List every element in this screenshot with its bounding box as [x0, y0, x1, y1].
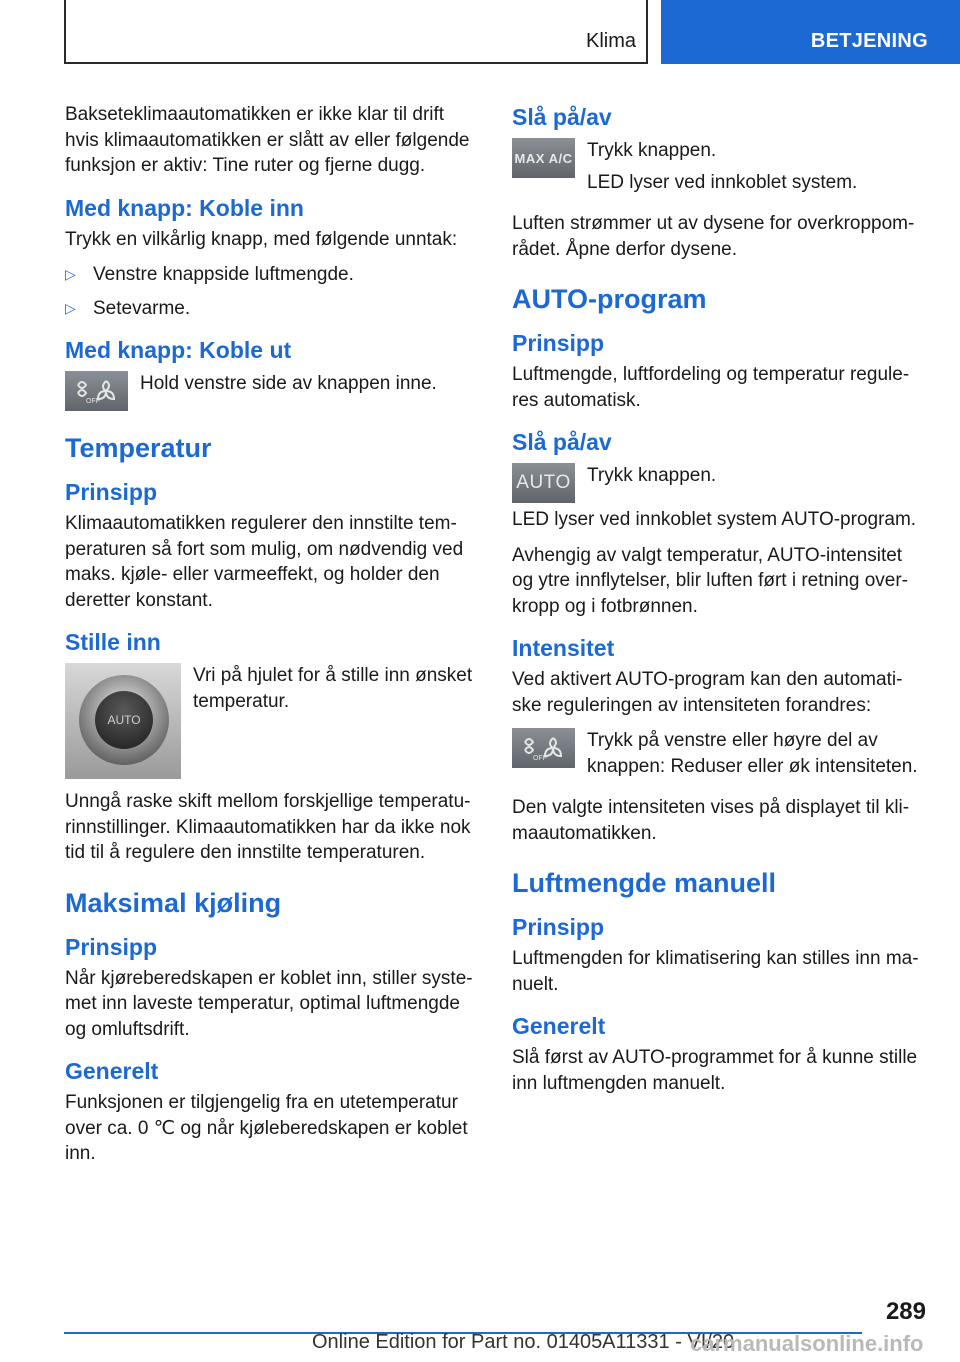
heading-prinsipp: Prinsipp: [65, 933, 158, 960]
edition-text: Online Edition for Part no. 01405A11331 - VI/20: [312, 1331, 735, 1353]
left-column: [65, 102, 475, 1177]
heading-sla-pa-av: Slå på/av: [512, 104, 612, 130]
intensity-button-row: [512, 728, 922, 785]
page-number: 289: [885, 1298, 926, 1325]
prinsipp-text: Luftmengde, luftfordeling og temperatur reguleres automatisk.: [512, 364, 910, 411]
intensitet-button-text: Trykk på venstre eller høyre del av knappen: Reduser eller øk intensiteten.: [587, 730, 918, 777]
stille-inn-text: Vri på hjulet for å stille inn ønsket temperatur.: [193, 665, 473, 712]
koble-ut-text: Hold venstre side av knappen inne.: [140, 373, 437, 394]
auto-label: AUTO: [516, 472, 571, 493]
max-ac-label: MAX A/C: [514, 150, 573, 166]
koble-inn-text: Trykk en vilkårlig knapp, med følgende unntak:: [65, 228, 458, 250]
heading-sla-pa-av: Slå på/av: [512, 429, 612, 455]
valgte-text: Den valgte intensiteten vises på displayet til klimaautomatikken.: [512, 797, 910, 844]
sla-text-2: LED lyser ved innkoblet system.: [587, 171, 858, 193]
auto-button-image: [512, 463, 575, 503]
generelt-text: Funksjonen er tilgjengelig fra en utetemperatur over ca. 0 ℃ og når kjøleberedskapen er koblet inn.: [65, 1092, 468, 1164]
heading-generelt: Generelt: [512, 1013, 606, 1039]
heading-koble-inn: Med knapp: Koble inn: [65, 194, 304, 221]
sla-text-1: Trykk knappen.: [587, 140, 717, 161]
heading-prinsipp: Prinsipp: [512, 914, 605, 940]
intensitet-text: Ved aktivert AUTO-program kan den automatiske reguleringen av intensiteten forandres:: [512, 669, 903, 716]
heading-maksimal-kjoling: Maksimal kjøling: [65, 887, 282, 918]
luften-text: Luften strømmer ut av dysene for overkroppområdet. Åpne derfor dysene.: [512, 213, 915, 260]
heading-prinsipp: Prinsipp: [65, 479, 158, 505]
heading-koble-ut: Med knapp: Koble ut: [65, 337, 292, 363]
knob-label: AUTO: [95, 691, 153, 749]
fan-button-row: [65, 371, 475, 411]
right-column: [512, 102, 922, 1106]
heading-stille-inn: Stille inn: [65, 629, 161, 655]
avhengig-text: Avhengig av valgt temperatur, AUTO-intensitet og ytre innflytelser, blir luften ført i retning overkropp og i fotbrønnen.: [512, 544, 908, 617]
svg-text:OFF: OFF: [532, 755, 547, 762]
prinsipp-text: Når kjøreberedskapen er koblet inn, stiller systemet inn laveste temperatur, optimal luftmengde og omluftsdrift.: [65, 967, 473, 1040]
auto-button-row: [512, 463, 922, 503]
chapter-tab: BETJENING: [661, 0, 960, 64]
prinsipp-text: Luftmengden for klimatisering kan stilles inn manuelt.: [512, 948, 919, 995]
heading-generelt: Generelt: [65, 1058, 159, 1084]
heading-temperatur: Temperatur: [65, 433, 212, 463]
heading-intensitet: Intensitet: [512, 635, 615, 661]
svg-text:OFF: OFF: [85, 398, 100, 405]
sla-text-2: LED lyser ved innkoblet system AUTO-program.: [512, 509, 917, 530]
header-frame: [64, 0, 648, 64]
unnga-text: Unngå raske skift mellom forskjellige temperaturinnstillinger. Klimaautomatikken har da ikke nok tid til å regulere den innstilte temperaturen.: [65, 791, 471, 863]
knob-row: [65, 663, 475, 779]
max-ac-button-image: [512, 138, 575, 178]
fan-off-button-image: [65, 371, 128, 411]
heading-luftmengde-manuell: Luftmengde manuell: [512, 868, 777, 898]
heading-prinsipp: Prinsipp: [512, 330, 605, 356]
list-item: ▷ Venstre knappside luftmengde.: [65, 262, 475, 288]
triangle-bullet-icon: ▷: [65, 266, 76, 282]
section-title: Klima: [585, 30, 636, 52]
fan-icon: [70, 375, 124, 407]
intro-paragraph: Bakseteklimaautomatikken er ikke klar til drift hvis klimaautomatikken er slått av eller følgende funksjon er aktiv: Tine ruter og fjerne dugg.: [65, 104, 470, 176]
exception-list: [65, 262, 475, 321]
fan-icon: [517, 732, 571, 764]
heading-auto-program: AUTO-program: [512, 284, 707, 314]
list-item: ▷ Setevarme.: [65, 296, 475, 322]
temperature-knob-image: [65, 663, 181, 779]
maxac-button-row: [512, 138, 922, 201]
prinsipp-text: Klimaautomatikken regulerer den innstilte temperaturen så fort som mulig, om nødvendig ved maks. kjøle- eller varmeeffekt, og holder den deretter konstant.: [65, 513, 464, 611]
generelt-text: Slå først av AUTO-programmet for å kunne stille inn luftmengden manuelt.: [512, 1047, 918, 1094]
triangle-bullet-icon: ▷: [65, 299, 76, 316]
fan-off-button-image: [512, 728, 575, 768]
watermark: carmanualsonline.info: [690, 1331, 924, 1356]
sla-text-1: Trykk knappen.: [587, 465, 717, 486]
